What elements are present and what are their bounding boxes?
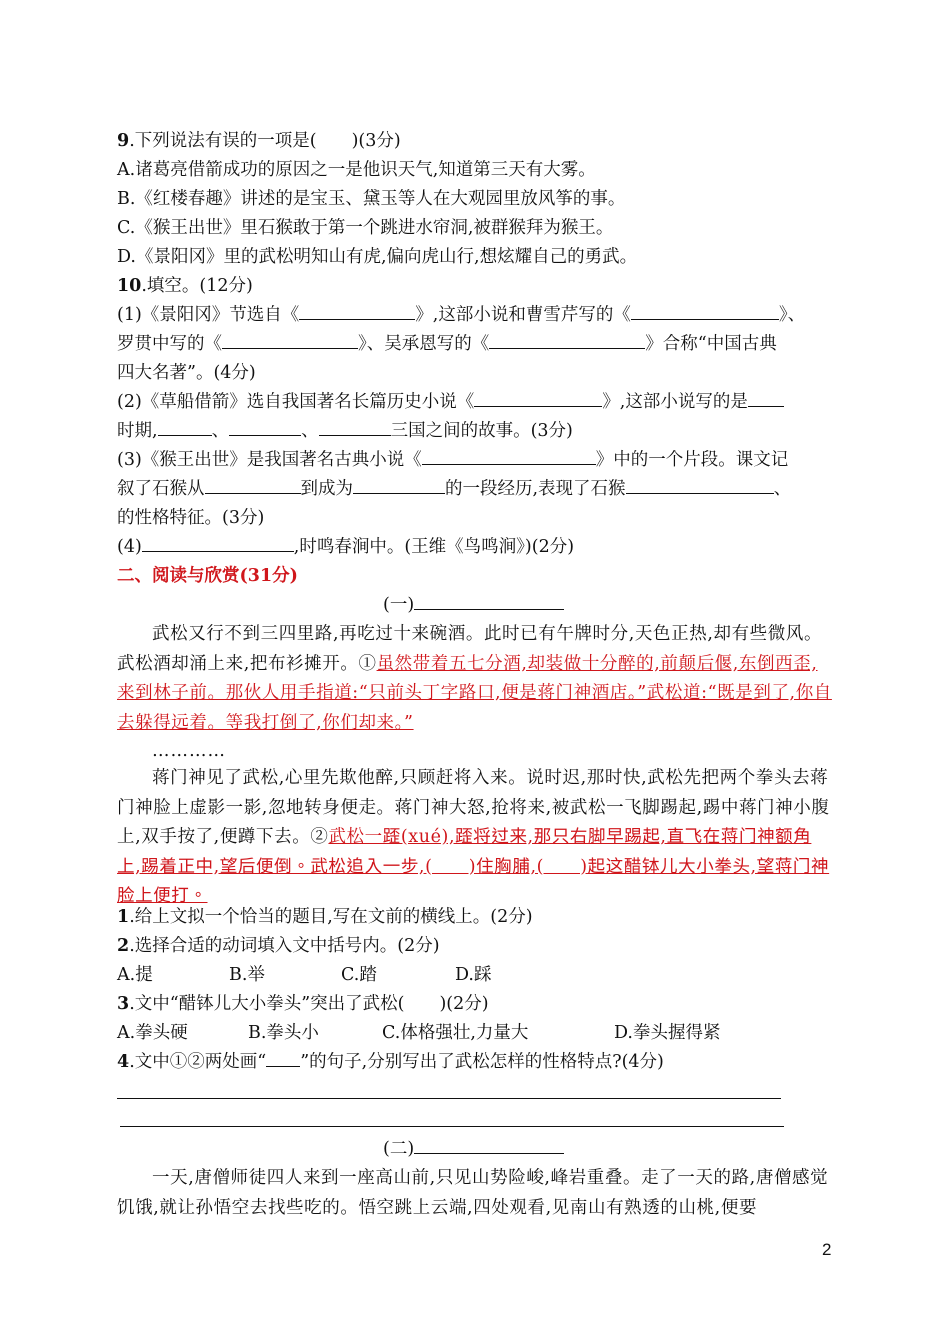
- option-a[interactable]: A.提: [117, 965, 153, 985]
- q10-part3-line3: 的性格特征。(3分): [117, 508, 265, 528]
- question-2: 2.选择合适的动词填入文中括号内。(2分): [117, 936, 440, 956]
- passage2-title: (二): [383, 1135, 564, 1164]
- title-blank[interactable]: [414, 1135, 564, 1154]
- fill-blank[interactable]: [158, 417, 212, 436]
- question-3: 3.文中“醋钵儿大小拳头”突出了武松( )(2分): [117, 994, 489, 1014]
- fill-blank[interactable]: [748, 388, 784, 407]
- option-d[interactable]: D.踩: [455, 965, 492, 985]
- fill-blank[interactable]: [142, 533, 294, 552]
- q10-stem: 10.填空。(12分): [117, 276, 253, 296]
- option-a[interactable]: A.拳头硬: [117, 1023, 188, 1043]
- question-1: 1.给上文拟一个恰当的题目,写在文前的横线上。(2分): [117, 907, 533, 927]
- q10-part2-line2: 时期, 、 、 三国之间的故事。(3分): [117, 417, 837, 446]
- passage1-paragraph2: 蒋门神见了武松,心里先欺他醉,只顾赶将入来。说时迟,那时快,武松先把两个拳头去蒋门神脸上虚影一影,忽地转身便走。蒋门神大怒,抢将来,被武松一飞脚踢起,踢中蒋门神小腹上,双手按了,便蹲下去。②武松一𨂿(xué),𨂿将过来,那只右脚早踢起,直飞在蒋门神额角上,踢着正中,望后便倒。武松追入一步,( )住胸脯,( )起这醋钵儿大小拳头,望蒋门神脸上便打。: [117, 768, 830, 906]
- question-4: 4.文中①②两处画“ ”的句子,分别写出了武松怎样的性格特点?(4分): [117, 1048, 837, 1077]
- answer-line[interactable]: [120, 1126, 784, 1127]
- answer-line[interactable]: [117, 1098, 781, 1099]
- q10-part4: (4) ,时鸣春涧中。(王维《鸟鸣涧》)(2分): [117, 533, 837, 562]
- ellipsis: …………: [152, 741, 226, 761]
- question-3-options: [117, 1019, 837, 1048]
- q10-part1-line3: 四大名著”。(4分): [117, 363, 256, 383]
- question-2-options: [117, 961, 837, 990]
- fill-blank[interactable]: [474, 388, 602, 407]
- underline-sample: [266, 1048, 300, 1067]
- option-b[interactable]: B.拳头小: [248, 1023, 319, 1043]
- option-c[interactable]: C.踏: [341, 965, 377, 985]
- passage1-title: (一): [383, 591, 564, 620]
- fill-blank[interactable]: [353, 475, 445, 494]
- fill-blank[interactable]: [299, 301, 415, 320]
- title-blank[interactable]: [414, 591, 564, 610]
- option-b[interactable]: B.举: [229, 965, 265, 985]
- fill-blank[interactable]: [222, 330, 358, 349]
- q10-part3-line1: (3)《猴王出世》是我国著名古典小说《 》中的一个片段。课文记: [117, 446, 837, 475]
- fill-blank[interactable]: [626, 475, 774, 494]
- q9-option-a: A.诸葛亮借箭成功的原因之一是他识天气,知道第三天有大雾。: [117, 160, 596, 180]
- passage2-paragraph: 一天,唐僧师徒四人来到一座高山前,只见山势险峻,峰岩重叠。走了一天的路,唐僧感觉饥饿,就让孙悟空去找些吃的。悟空跳上云端,四处观看,见南山有熟透的山桃,便要: [117, 1168, 829, 1218]
- fill-blank[interactable]: [489, 330, 645, 349]
- q10-part1-line2: 罗贯中写的《 》、吴承恩写的《 》合称“中国古典: [117, 330, 837, 359]
- q9-option-c: C.《猴王出世》里石猴敢于第一个跳进水帘洞,被群猴拜为猴王。: [117, 218, 614, 238]
- option-c[interactable]: C.体格强壮,力量大: [382, 1023, 529, 1043]
- q9-option-b: B.《红楼春趣》讲述的是宝玉、黛玉等人在大观园里放风筝的事。: [117, 189, 626, 209]
- underlined-sentence-2: 武松一𨂿(xué),𨂿将过来,那只右脚早踢起,直飞在蒋门神额角上,踢着正中,望后便倒。武松追入一步,( )住胸脯,( )起这醋钵儿大小拳头,望蒋门神脸上便打。: [117, 827, 830, 906]
- q10-part1-line1: (1)《景阳冈》节选自《 》,这部小说和曹雪芹写的《 》、: [117, 301, 837, 330]
- fill-blank[interactable]: [319, 417, 391, 436]
- page-number: 2: [822, 1240, 832, 1259]
- underlined-sentence-1: 虽然带着五七分酒,却装做十分醉的,前颠后偃,东倒西歪,来到林子前。那伙人用手指道:“只前头丁字路口,便是蒋门神酒店。”武松道:“既是到了,你自去躲得远着。等我打倒了,你们却来。”: [117, 653, 832, 733]
- section-heading-reading: 二、阅读与欣赏(31分): [117, 566, 298, 586]
- q10-part2-line1: (2)《草船借箭》选自我国著名长篇历史小说《 》,这部小说写的是: [117, 388, 837, 417]
- q10-part3-line2: 叙了石猴从 到成为 的一段经历,表现了石猴 、: [117, 475, 837, 504]
- q9-stem: 9.下列说法有误的一项是( )(3分): [117, 131, 401, 151]
- option-d[interactable]: D.拳头握得紧: [614, 1023, 721, 1043]
- fill-blank[interactable]: [631, 301, 779, 320]
- fill-blank[interactable]: [229, 417, 301, 436]
- passage1-paragraph1: 武松又行不到三四里路,再吃过十来碗酒。此时已有午牌时分,天色正热,却有些微风。武松酒却涌上来,把布衫摊开。①虽然带着五七分酒,却装做十分醉的,前颠后偃,东倒西歪,来到林子前。那伙人用手指道:“只前头丁字路口,便是蒋门神酒店。”武松道:“既是到了,你自去躲得远着。等我打倒了,你们却来。”: [117, 624, 832, 733]
- fill-blank[interactable]: [205, 475, 301, 494]
- q9-option-d: D.《景阳冈》里的武松明知山有虎,偏向虎山行,想炫耀自己的勇武。: [117, 247, 638, 267]
- fill-blank[interactable]: [422, 446, 596, 465]
